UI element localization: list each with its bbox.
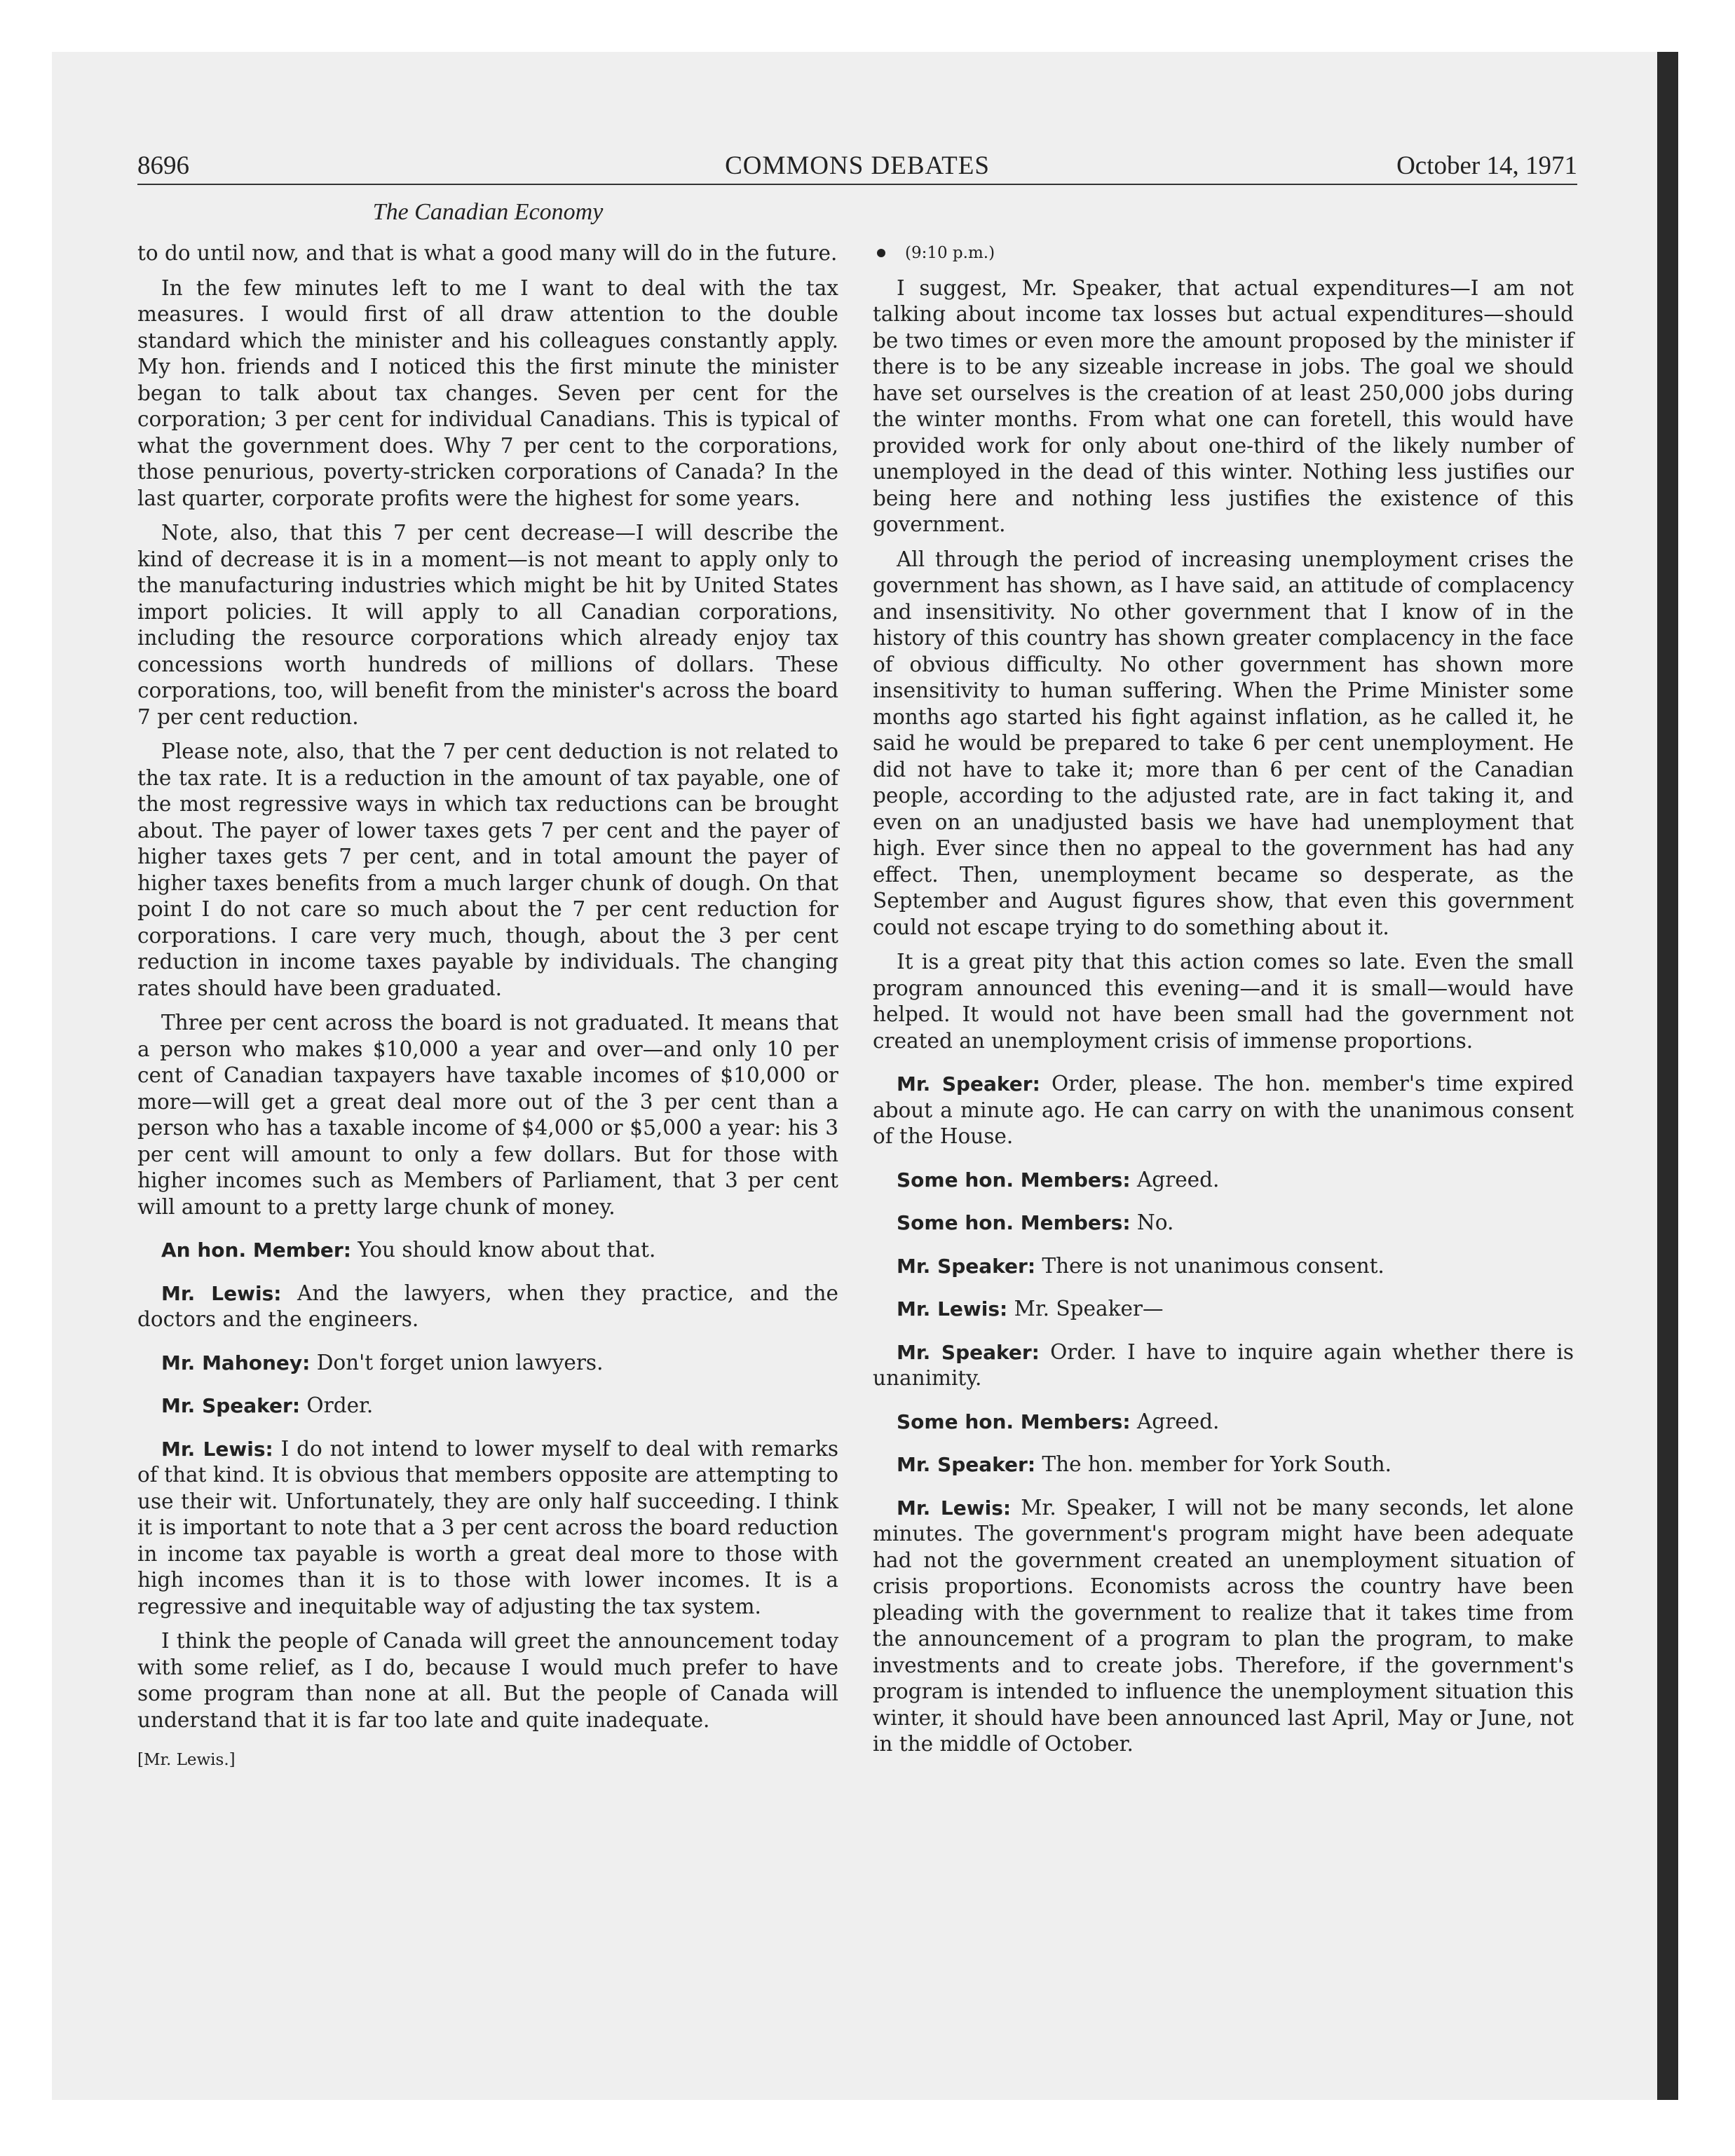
speaker-name: Mr. Speaker: xyxy=(161,1394,301,1417)
speaker-name: Mr. Mahoney: xyxy=(161,1351,311,1374)
speech-entry: Some hon. Members: No. xyxy=(897,1210,1174,1234)
speech-entry: Mr. Lewis: Mr. Speaker, I will not be many seconds, let alone minutes. The government's program might have been adequate had not the government created an unemployment situation of crisis proportions. Economists across the country have been pleading with the government to realize that it takes time from the announcement of a program to plan the program, to make investments and to create jobs. Therefore, if the government's program is intended to influence the unemployment situation this winter, it should have been announced last April, May or June, not in the middle of October. xyxy=(873,1495,1574,1756)
speech-entry: Mr. Lewis: Mr. Speaker— xyxy=(897,1297,1164,1321)
speaker-name: An hon. Member: xyxy=(161,1239,351,1262)
speech-entry: Mr. Speaker: Order. I have to inquire again whether there is unanimity. xyxy=(873,1339,1574,1390)
scan-edge-shadow xyxy=(1657,52,1678,2100)
speech-entry: Mr. Speaker: Order. xyxy=(161,1393,374,1417)
bullet-icon xyxy=(877,249,885,257)
paragraph: It is a great pity that this action comes so late. Even the small program announced this evening—and it is small—would have helped. It would not have been small had the government not created an unemployment crisis of immense proportions. xyxy=(873,950,1574,1053)
speech-entry: Mr. Speaker: Order, please. The hon. member's time expired about a minute ago. He can carry on with the unanimous consent of the House. xyxy=(873,1072,1574,1148)
speaker-name: Mr. Lewis: xyxy=(897,1496,1012,1520)
paragraph: I think the people of Canada will greet the announcement today with some relief, as I do, because I would much prefer to have some program than none at all. But the people of Canada will understand that it is far too late and quite inadequate. xyxy=(137,1629,838,1732)
paragraph: Please note, also, that the 7 per cent deduction is not related to the tax rate. It is a reduction in the amount of tax payable, one of the most regressive ways in which tax reductions can be brought about. The payer of lower taxes gets 7 per cent and the payer of higher taxes gets 7 per cent, and in total amount the payer of higher taxes benefits from a much larger chunk of dough. On that point I do not care so much about the 7 per cent reduction for corporations. I care very much, though, about the 3 per cent reduction in income taxes payable by individuals. The changing rates should have been graduated. xyxy=(137,739,838,1000)
speaker-name: Some hon. Members: xyxy=(897,1211,1131,1234)
speech-entry: Mr. Mahoney: Don't forget union lawyers. xyxy=(161,1350,604,1374)
paragraph: I suggest, Mr. Speaker, that actual expenditures—I am not talking about income tax losses but actual expenditures—should be two times or even more the amount proposed by the minister if there is to be any sizeable increase in jobs. The goal we should have set ourselves is the creation of at least 250,000 jobs during the winter months. From what one can foretell, this would have provided work for only about one-third of the likely number of unemployed in the dead of this winter. Nothing less justifies our being here and nothing less justifies the existence of this government. xyxy=(873,275,1574,536)
paragraph: Three per cent across the board is not graduated. It means that a person who makes $10,000 a year and over—and only 10 per cent of Canadian taxpayers have taxable incomes of $10,000 or more—will get a great deal more out of the 3 per cent than a person who has a taxable income of $4,000 or $5,000 a year: his 3 per cent will amount to only a few dollars. But for those with higher incomes such as Members of Parliament, that 3 per cent will amount to a pretty large chunk of money. xyxy=(137,1011,838,1219)
speech-entry: Mr. Speaker: The hon. member for York South. xyxy=(897,1452,1392,1476)
right-column xyxy=(873,240,1574,1766)
speaker-name: Mr. Lewis: xyxy=(161,1281,282,1305)
speech-entry: Mr. Lewis: And the lawyers, when they practice, and the doctors and the engineers. xyxy=(137,1281,838,1331)
speaker-name: Mr. Speaker: xyxy=(897,1453,1036,1476)
speech-entry: Mr. Lewis: I do not intend to lower myself to deal with remarks of that kind. It is obvious that members opposite are attempting to use their wit. Unfortunately, they are only half succeeding. I think it is important to note that a 3 per cent across the board reduction in income tax payable is worth a great deal more to those with high incomes than it is to those with lower incomes. It is a regressive and inequitable way of adjusting the tax system. xyxy=(137,1436,838,1618)
issue-date: October 14, 1971 xyxy=(1396,151,1577,180)
speaker-name: Mr. Lewis: xyxy=(161,1437,273,1461)
paragraph: to do until now, and that is what a good many will do in the future. xyxy=(137,241,838,265)
paragraph: Note, also, that this 7 per cent decrease—I will describe the kind of decrease it is in a moment—is not meant to apply only to the manufacturing industries which might be hit by United States import policies. It will apply to all Canadian corporations, including the resource corporations which already enjoy tax concessions worth hundreds of millions of dollars. These corporations, too, will benefit from the minister's across the board 7 per cent reduction. xyxy=(137,521,838,729)
page-header xyxy=(137,149,1577,185)
speaker-name: Mr. Speaker: xyxy=(897,1340,1040,1364)
paragraph: In the few minutes left to me I want to deal with the tax measures. I would first of all draw attention to the double standard which the minister and his colleagues constantly apply. My hon. friends and I noticed this the first minute the minister began to talk about tax changes. Seven per cent for the corporation; 3 per cent for individual Canadians. This is typical of what the government does. Why 7 per cent to the corporations, those penurious, poverty-stricken corporations of Canada? In the last quarter, corporate profits were the highest for some years. xyxy=(137,275,838,510)
speaker-name: Mr. Lewis: xyxy=(897,1297,1008,1321)
speech-entry: An hon. Member: You should know about that. xyxy=(161,1238,656,1262)
speech-entry: Mr. Speaker: There is not unanimous consent. xyxy=(897,1253,1384,1278)
section-title: The Canadian Economy xyxy=(372,199,604,225)
speaker-name: Mr. Speaker: xyxy=(897,1254,1036,1278)
speaker-attribution: [Mr. Lewis.] xyxy=(137,1751,236,1769)
speech-entry: Some hon. Members: Agreed. xyxy=(897,1409,1220,1433)
speech-entry: Some hon. Members: Agreed. xyxy=(897,1167,1220,1192)
publication-title: COMMONS DEBATES xyxy=(725,151,990,180)
time-stamp: (9:10 p.m.) xyxy=(873,240,1574,267)
speaker-name: Mr. Speaker: xyxy=(897,1072,1040,1096)
speaker-name: Some hon. Members: xyxy=(897,1410,1131,1433)
paragraph: All through the period of increasing unemployment crises the government has shown, as I have said, an attitude of complacency and insensitivity. No other government that I know of in the history of this country has shown greater complacency in the face of obvious difficulty. No other government has shown more insensitivity to human suffering. When the Prime Minister some months ago started his fight against inflation, as he called it, he said he would be prepared to take 6 per cent unemployment. He did not have to take it; more than 6 per cent of the Canadian people, according to the adjusted rate, are in fact taking it, and even on an unadjusted basis we have had unemployment that high. Ever since then no appeal to the government has had any effect. Then, unemployment became so desperate, as the September and August figures show, that even this government could not escape trying to do something about it. xyxy=(873,547,1574,939)
left-column xyxy=(137,240,838,1774)
page-number: 8696 xyxy=(137,151,189,180)
speaker-name: Some hon. Members: xyxy=(897,1168,1131,1192)
